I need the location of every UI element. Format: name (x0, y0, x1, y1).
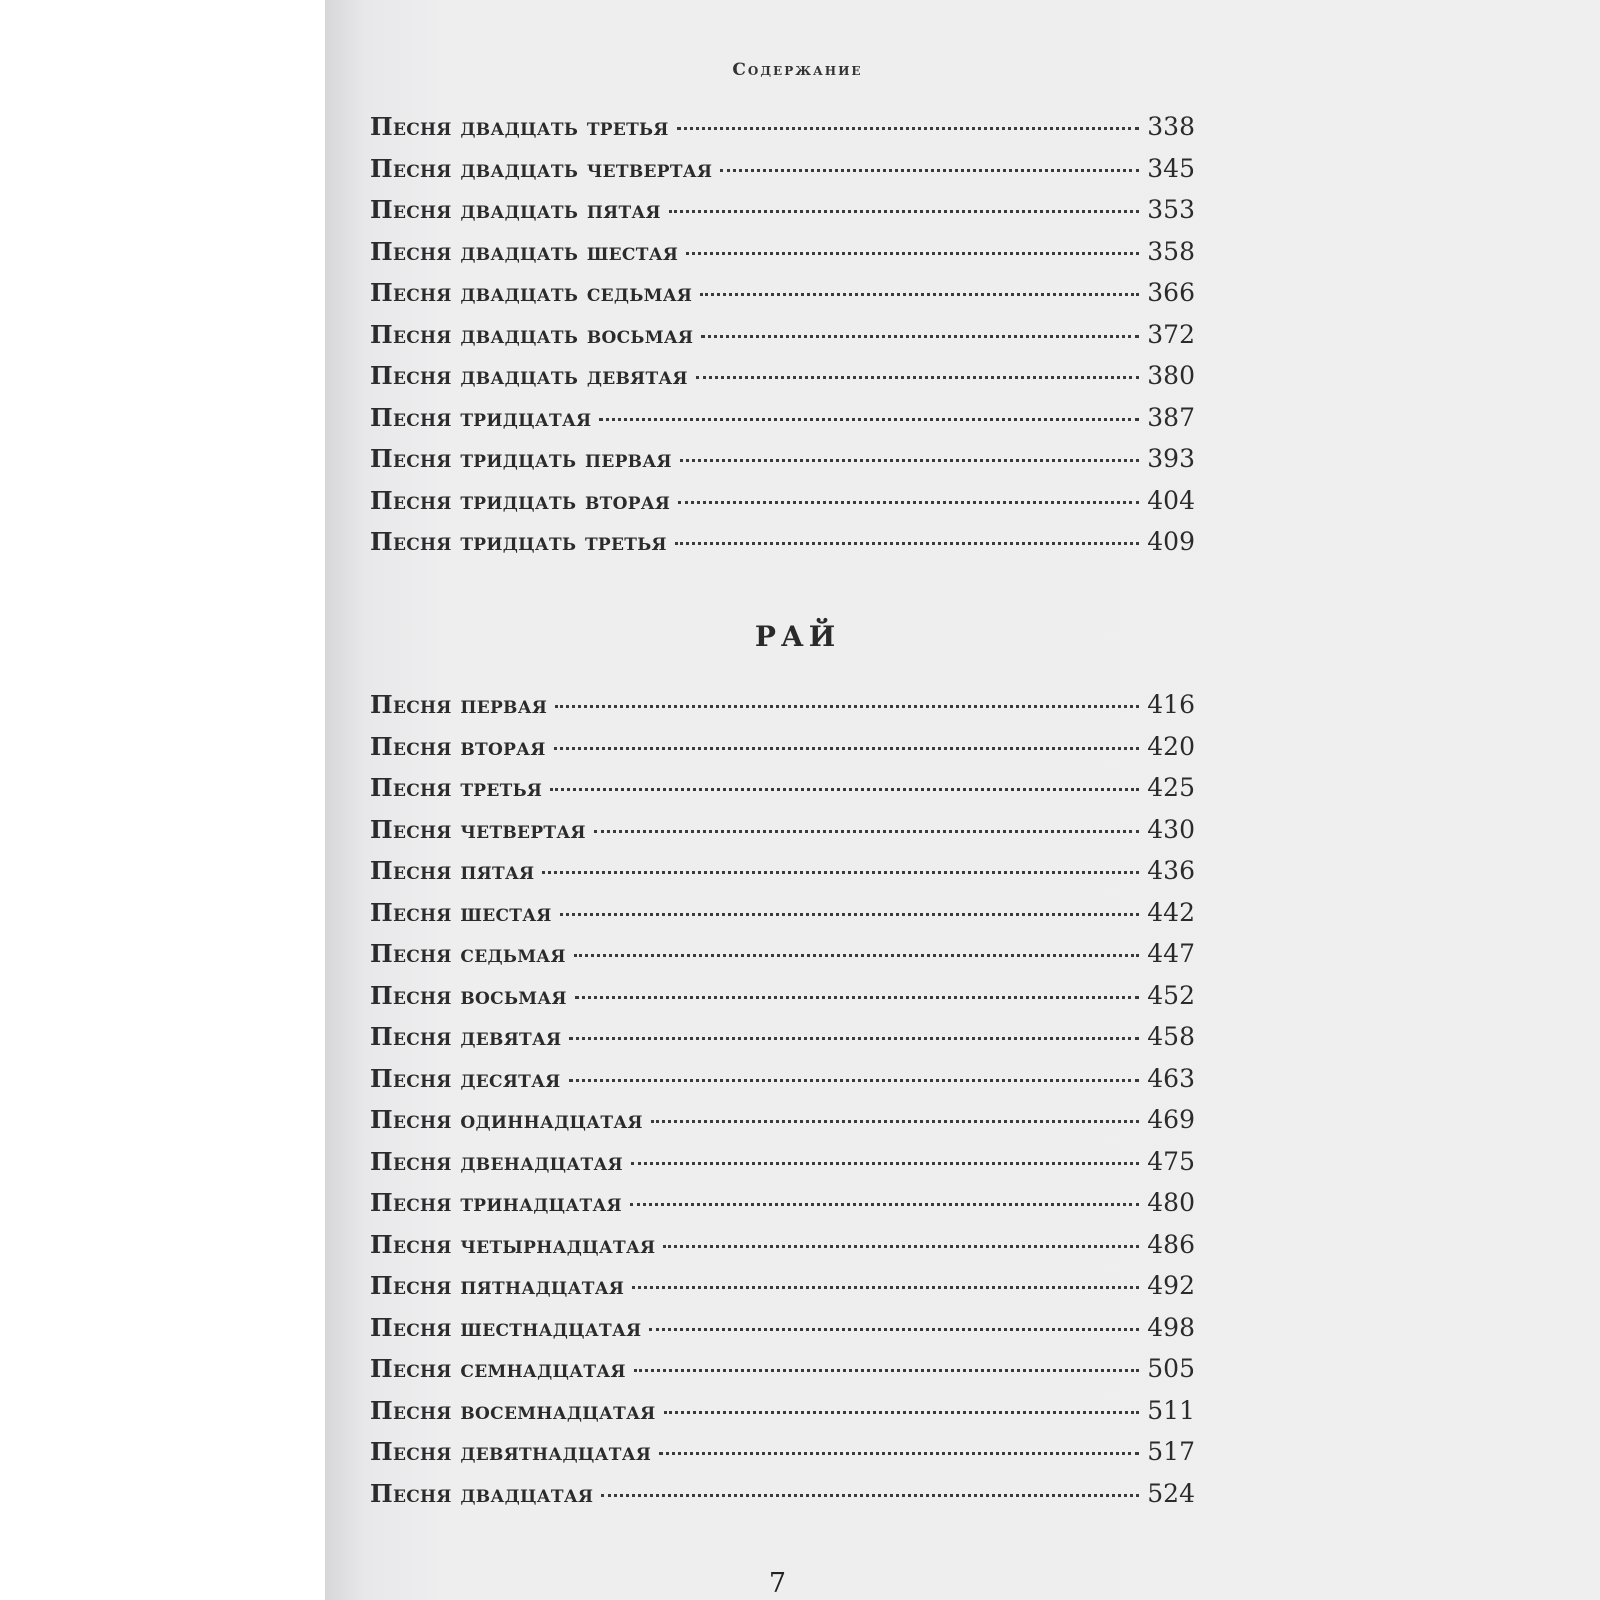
dot-leader (651, 1120, 1139, 1123)
toc-entry (370, 1230, 1195, 1272)
toc-entry-page: 380 (1147, 361, 1195, 390)
toc-entry-page: 475 (1147, 1146, 1195, 1176)
toc-entry-page: 452 (1147, 980, 1195, 1010)
toc-entry-page: 366 (1147, 278, 1195, 307)
toc-entry-label: Песня шестнадцатая (370, 1312, 642, 1342)
toc-entry (370, 1396, 1195, 1438)
dot-leader (720, 169, 1139, 172)
page-number: 7 (768, 1568, 787, 1599)
toc-entry (370, 1105, 1195, 1147)
toc-entry-page: 372 (1147, 319, 1195, 349)
toc-entry-label: Песня восьмая (370, 980, 567, 1010)
toc-entry-page: 425 (1147, 773, 1195, 802)
dot-leader (659, 1452, 1139, 1455)
toc-entry (370, 320, 1195, 362)
toc-entry-label: Песня четвертая (370, 814, 586, 844)
toc-entry (370, 112, 1195, 154)
toc-entry-page: 511 (1147, 1395, 1195, 1425)
toc-entry (370, 732, 1195, 774)
toc-entry-label: Песня шестая (370, 897, 552, 927)
dot-leader (542, 871, 1139, 874)
dot-leader (574, 954, 1140, 957)
toc-entry-label: Песня вторая (370, 731, 546, 761)
toc-entry-label: Песня девятнадцатая (370, 1437, 652, 1466)
toc-entry (370, 1437, 1195, 1479)
dot-leader (560, 913, 1140, 916)
toc-entry-label: Песня двадцать третья (370, 112, 669, 141)
toc-entry-page: 353 (1147, 195, 1195, 224)
dot-leader (649, 1328, 1139, 1331)
toc-entry-label: Песня десятая (370, 1063, 561, 1093)
dot-leader (632, 1286, 1139, 1289)
dot-leader (696, 376, 1139, 379)
dot-leader (675, 542, 1139, 545)
toc-entry-label: Песня тридцать третья (370, 527, 667, 556)
dot-leader (664, 1411, 1140, 1414)
toc-entry-page: 486 (1147, 1229, 1195, 1259)
toc-entry-page: 420 (1147, 731, 1195, 761)
toc-list-purgatorio (370, 112, 1195, 569)
toc-entry-page: 416 (1147, 690, 1195, 719)
toc-entry-label: Песня двадцать седьмая (370, 278, 693, 307)
toc-entry (370, 237, 1195, 279)
toc-entry (370, 939, 1195, 981)
dot-leader (569, 1079, 1140, 1082)
dot-leader (569, 1037, 1139, 1040)
toc-entry-label: Песня двадцать пятая (370, 195, 661, 224)
toc-entry-page: 393 (1147, 444, 1195, 473)
toc-entry-label: Песня седьмая (370, 939, 566, 968)
toc-entry-label: Песня тридцать первая (370, 444, 672, 473)
toc-entry-page: 404 (1147, 485, 1195, 515)
toc-entry (370, 898, 1195, 940)
dot-leader (634, 1369, 1140, 1372)
book-page (325, 0, 1600, 1600)
toc-entry-label: Песня двадцать восьмая (370, 319, 694, 349)
toc-entry-page: 436 (1147, 856, 1195, 885)
dot-leader (601, 1494, 1139, 1497)
toc-entry-page: 469 (1147, 1105, 1195, 1134)
toc-entry (370, 154, 1195, 196)
toc-entry (370, 1271, 1195, 1313)
toc-entry-page: 358 (1147, 236, 1195, 266)
toc-entry-label: Песня семнадцатая (370, 1354, 626, 1383)
toc-entry-label: Песня четырнадцатая (370, 1229, 656, 1259)
toc-entry (370, 856, 1195, 898)
toc-entry-label: Песня третья (370, 773, 543, 802)
dot-leader (677, 127, 1140, 130)
dot-leader (701, 335, 1139, 338)
toc-list-paradise (370, 690, 1195, 1520)
toc-entry-page: 442 (1147, 897, 1195, 927)
toc-entry-page: 430 (1147, 814, 1195, 844)
toc-entry-label: Песня двадцатая (370, 1478, 594, 1508)
dot-leader (594, 830, 1139, 833)
toc-entry-label: Песня пятая (370, 856, 535, 885)
toc-entry-page: 387 (1147, 402, 1195, 432)
toc-entry (370, 444, 1195, 486)
toc-entry (370, 1479, 1195, 1521)
dot-leader (599, 418, 1139, 421)
toc-entry-page: 480 (1147, 1188, 1195, 1217)
toc-entry (370, 1147, 1195, 1189)
toc-entry (370, 1313, 1195, 1355)
toc-entry-label: Песня пятнадцатая (370, 1271, 625, 1300)
toc-entry-page: 505 (1147, 1354, 1195, 1383)
toc-entry-label: Песня одиннадцатая (370, 1105, 643, 1134)
toc-entry-page: 463 (1147, 1063, 1195, 1093)
dot-leader (669, 210, 1139, 213)
toc-entry (370, 981, 1195, 1023)
toc-entry-label: Песня двенадцатая (370, 1146, 623, 1176)
toc-entry (370, 278, 1195, 320)
dot-leader (555, 705, 1139, 708)
toc-entry (370, 361, 1195, 403)
toc-entry-label: Песня тридцать вторая (370, 485, 671, 515)
dot-leader (631, 1162, 1139, 1165)
toc-entry-page: 498 (1147, 1312, 1195, 1342)
toc-entry-label: Песня первая (370, 690, 548, 719)
dot-leader (700, 293, 1139, 296)
toc-entry (370, 815, 1195, 857)
toc-entry-page: 447 (1147, 939, 1195, 968)
toc-entry-page: 458 (1147, 1022, 1195, 1051)
toc-entry (370, 403, 1195, 445)
section-title: РАЙ (754, 620, 841, 653)
running-header: Содержание (732, 60, 863, 80)
dot-leader (554, 747, 1140, 750)
dot-leader (663, 1245, 1139, 1248)
toc-entry-label: Песня тридцатая (370, 402, 592, 432)
dot-leader (686, 252, 1139, 255)
toc-entry-label: Песня восемнадцатая (370, 1395, 656, 1425)
toc-entry-page: 524 (1147, 1478, 1195, 1508)
toc-entry-label: Песня девятая (370, 1022, 562, 1051)
toc-entry-page: 517 (1147, 1437, 1195, 1466)
toc-entry (370, 690, 1195, 732)
dot-leader (630, 1203, 1139, 1206)
toc-entry (370, 486, 1195, 528)
toc-entry (370, 773, 1195, 815)
toc-entry-page: 409 (1147, 527, 1195, 556)
toc-entry (370, 195, 1195, 237)
toc-entry (370, 527, 1195, 569)
toc-entry-label: Песня двадцать шестая (370, 236, 679, 266)
toc-entry-label: Песня тринадцатая (370, 1188, 622, 1217)
toc-entry (370, 1354, 1195, 1396)
toc-entry (370, 1022, 1195, 1064)
toc-entry-label: Песня двадцать девятая (370, 361, 688, 390)
dot-leader (680, 459, 1140, 462)
dot-leader (678, 501, 1139, 504)
toc-entry-page: 345 (1147, 153, 1195, 183)
toc-entry (370, 1064, 1195, 1106)
toc-entry-label: Песня двадцать четвертая (370, 153, 713, 183)
dot-leader (550, 788, 1139, 791)
toc-entry-page: 492 (1147, 1271, 1195, 1300)
toc-entry (370, 1188, 1195, 1230)
toc-entry-page: 338 (1147, 112, 1195, 141)
dot-leader (575, 996, 1139, 999)
